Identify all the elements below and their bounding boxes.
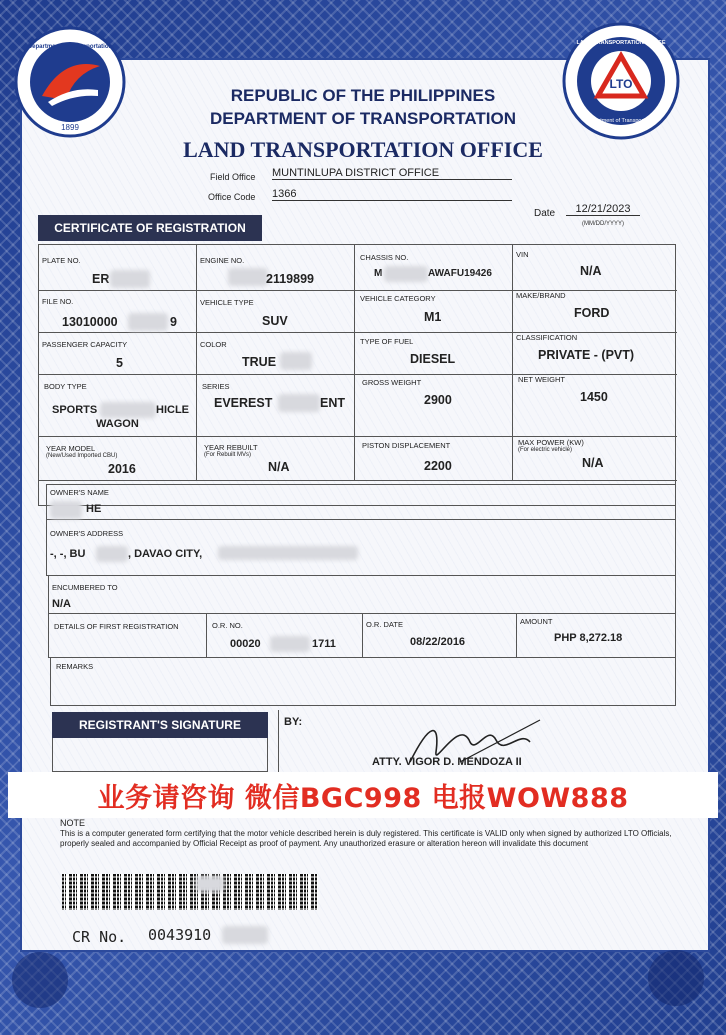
vin-value: N/A [580, 264, 602, 278]
series-redaction [278, 394, 320, 412]
plate-no-label: PLATE NO. [42, 256, 81, 265]
year-model-label: YEAR MODEL [46, 444, 96, 453]
engine-no-label: ENGINE NO. [200, 256, 245, 265]
owner-address-redaction-1 [96, 546, 128, 562]
office-code-value: 1366 [272, 188, 512, 201]
vehicle-category-value: M1 [424, 310, 442, 324]
note-label: NOTE [60, 818, 86, 828]
remarks-label: REMARKS [56, 662, 94, 671]
fr-divider-1 [206, 614, 207, 658]
color-redaction [280, 352, 312, 370]
body-type-value-line2: WAGON [96, 418, 139, 430]
max-power-sub: (For electric vehicle) [518, 447, 573, 453]
passenger-capacity-label: PASSENGER CAPACITY [42, 340, 128, 349]
barcode-redaction [196, 876, 224, 892]
net-weight-label: NET WEIGHT [518, 375, 565, 384]
promo-watermark: 业务请咨询 微信BGC998 电报WOW888 [8, 772, 718, 818]
chassis-no-redaction [384, 266, 428, 282]
owner-address-prefix: -, -, BU [50, 548, 86, 560]
encumbered-value: N/A [52, 598, 71, 610]
chassis-no-suffix: AWAFU19426 [428, 268, 492, 279]
cr-no-value: 0043910 [148, 926, 212, 944]
gross-weight-value: 2900 [424, 393, 452, 407]
left-seal-text: Department of Transportation [27, 44, 113, 50]
svg-text:LTO: LTO [609, 77, 633, 91]
body-type-label: BODY TYPE [44, 382, 87, 391]
note-text: This is a computer generated form certifying that the motor vehicle described herein is duly registered. This certificate is VALID only when signed by authorized LTO Officials, properly sealed and accompanied by Official Receipt as proof of payment. Any unauthorized erasure or alteration hereon will invalidate this document [60, 829, 672, 848]
engine-no-value: 2119899 [266, 272, 314, 286]
certificate-title: CERTIFICATE OF REGISTRATION [38, 215, 262, 241]
field-office-value: MUNTINLUPA DISTRICT OFFICE [272, 167, 512, 180]
gross-weight-label: GROSS WEIGHT [362, 378, 422, 387]
first-registration-label: DETAILS OF FIRST REGISTRATION [54, 622, 179, 631]
engine-no-redaction [228, 268, 268, 286]
net-weight-value: 1450 [580, 390, 608, 404]
owner-name-redaction [50, 501, 82, 519]
plate-no-redaction [110, 270, 150, 288]
svg-text:1899: 1899 [61, 123, 79, 132]
series-label: SERIES [202, 382, 230, 391]
or-no-redaction [270, 636, 310, 652]
chassis-no-prefix: M [374, 268, 383, 279]
plate-no-value: ER [92, 272, 110, 286]
or-no-label: O.R. NO. [212, 621, 243, 630]
header-republic: REPUBLIC OF THE PHILIPPINES [230, 86, 496, 105]
type-of-fuel-label: TYPE OF FUEL [360, 337, 414, 346]
corner-ornament-bl [12, 952, 68, 1008]
date-format: (MM/DD/YYYY) [582, 221, 624, 227]
file-no-label: FILE NO. [42, 297, 74, 306]
right-seal-top-text: LAND TRANSPORTATION OFFICE [576, 40, 666, 46]
file-no-prefix: 13010000 [62, 315, 118, 329]
file-no-redaction [128, 313, 168, 331]
classification-label: CLASSIFICATION [516, 333, 578, 342]
owner-name-value: HE [86, 503, 102, 515]
vehicle-category-label: VEHICLE CATEGORY [360, 294, 436, 303]
make-brand-value: FORD [574, 306, 610, 320]
year-rebuilt-label: YEAR REBUILT [204, 443, 258, 452]
amount-value: PHP 8,272.18 [554, 632, 623, 644]
or-no-prefix: 00020 [230, 638, 261, 650]
by-label: BY: [284, 716, 303, 728]
year-model-sub: (New/Used Imported CBU) [46, 453, 118, 459]
or-date-label: O.R. DATE [366, 620, 403, 629]
max-power-label: MAX POWER (KW) [518, 438, 584, 447]
year-rebuilt-value: N/A [268, 460, 290, 474]
body-type-value-a: SPORTS [52, 404, 98, 416]
owner-address-city: , DAVAO CITY, [128, 548, 203, 560]
series-value-a: EVEREST [214, 396, 273, 410]
type-of-fuel-value: DIESEL [410, 352, 456, 366]
registrant-signature-label: REGISTRANT'S SIGNATURE [52, 712, 268, 738]
year-model-value: 2016 [108, 462, 136, 476]
vin-label: VIN [516, 250, 529, 259]
color-value: TRUE [242, 355, 277, 369]
year-rebuilt-sub: (For Rebuilt MVs) [204, 452, 252, 458]
make-brand-label: MAKE/BRAND [516, 291, 566, 300]
vehicle-type-label: VEHICLE TYPE [200, 298, 254, 307]
corner-ornament-br [648, 950, 704, 1006]
cr-no-redaction [222, 926, 268, 944]
owner-address-label: OWNER'S ADDRESS [50, 529, 124, 538]
fr-divider-3 [516, 614, 517, 658]
classification-value: PRIVATE - (PVT) [538, 348, 635, 362]
header-department: DEPARTMENT OF TRANSPORTATION [210, 109, 516, 128]
body-type-redaction [100, 402, 156, 418]
series-value-b: ENT [320, 396, 345, 410]
right-seal-bottom-text: Department of Transportation [585, 118, 657, 124]
official-name: ATTY. VIGOR D. MENDOZA II [372, 756, 522, 768]
owner-name-row [46, 484, 676, 520]
piston-displacement-value: 2200 [424, 459, 452, 473]
max-power-value: N/A [582, 456, 604, 470]
registrant-signature-box [52, 738, 268, 772]
header-lto: LAND TRANSPORTATION OFFICE [183, 137, 543, 162]
vehicle-type-value: SUV [262, 314, 288, 328]
date-label: Date [534, 208, 556, 219]
piston-displacement-label: PISTON DISPLACEMENT [362, 441, 451, 450]
or-no-suffix: 1711 [312, 638, 336, 650]
remarks-row [50, 658, 676, 706]
encumbered-label: ENCUMBERED TO [52, 583, 118, 592]
fr-divider-2 [362, 614, 363, 658]
barcode-icon [62, 874, 318, 910]
or-date-value: 08/22/2016 [410, 636, 466, 648]
cr-no-label: CR No. [72, 928, 127, 946]
encumbered-row [48, 576, 676, 614]
date-value: 12/21/2023 [566, 203, 640, 216]
field-office-label: Field Office [210, 172, 256, 182]
owner-address-redaction-2 [218, 546, 358, 560]
amount-label: AMOUNT [520, 617, 553, 626]
body-type-value-b: HICLE [156, 404, 189, 416]
owner-name-label: OWNER'S NAME [50, 488, 109, 497]
office-code-label: Office Code [208, 192, 256, 202]
color-label: COLOR [200, 340, 227, 349]
file-no-suffix: 9 [170, 315, 177, 329]
chassis-no-label: CHASSIS NO. [360, 253, 409, 262]
passenger-capacity-value: 5 [116, 356, 123, 370]
